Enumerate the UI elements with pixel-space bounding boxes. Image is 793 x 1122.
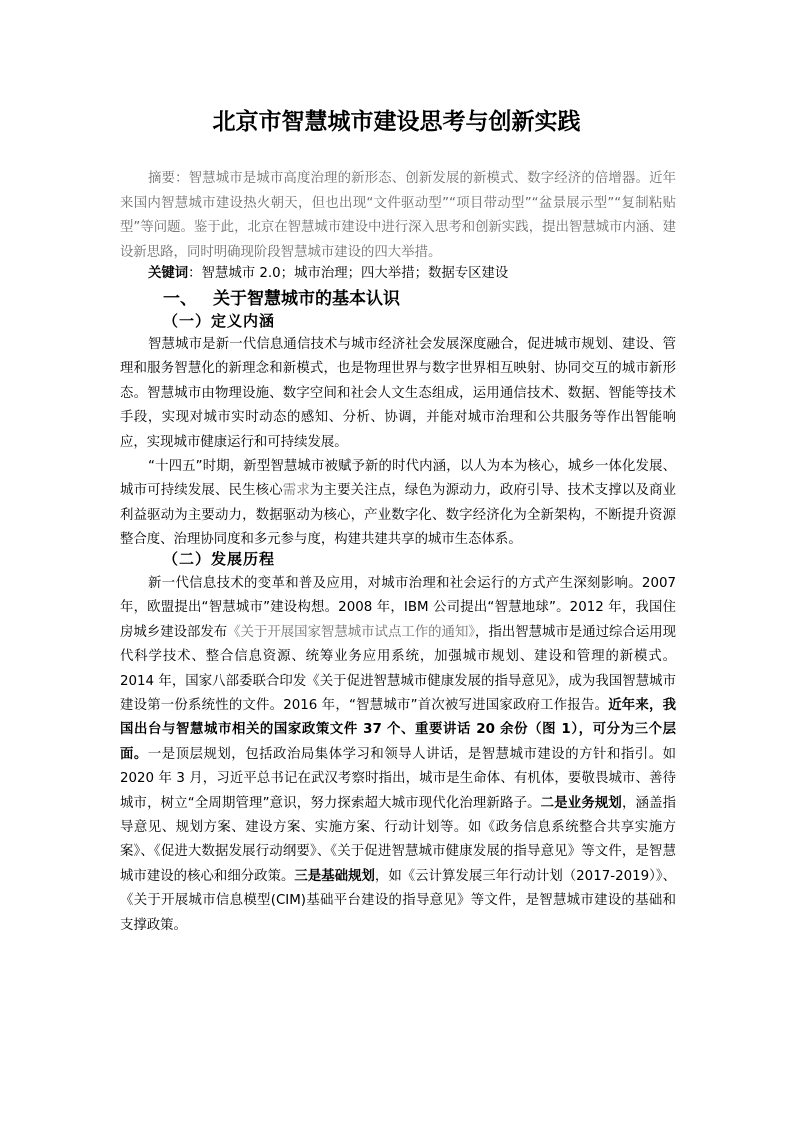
paragraph-history xyxy=(120,572,676,938)
para3-bold-summary: 近年来，我国出台与智慧城市相关的国家政策文件 37 个、重要讲话 20 余份（图 1），可分为三个层面。 xyxy=(120,698,676,762)
para3-text-d: ，涵盖指导意见、规划方案、建设方案、实施方案、行动计划等。如《政务信息系统整合共享实施方案》、《促进大数据发展行动纲要》、《关于促进智慧城市健康发展的指导意见》等文件，是智慧城市建设的核心和细分政策。 xyxy=(120,795,677,884)
document-title: 北京市智慧城市建设思考与创新实践 xyxy=(212,108,581,135)
abstract: 摘要：智慧城市是城市高度治理的新形态、创新发展的新模式、数字经济的倍增器。近年来国内智慧城市建设热火朝天，但也出现“文件驱动型”“项目带动型”“盆景展示型”“复制粘贴型”等问题。鉴于此，北京在智慧城市建设中进行深入思考和创新实践，提出智慧城市内涵、建设新思路，同时明确现阶段智慧城市建设的四大举措。 xyxy=(120,171,676,260)
subsection-heading-history: （二）发展历程 xyxy=(163,550,276,568)
subsection-heading-definition: （一）定义内涵 xyxy=(163,312,276,330)
section-heading-1 xyxy=(163,287,400,311)
para2-gray-text: 需求 xyxy=(282,483,310,499)
para2-text-a: “十四五”时期，新型智慧城市被赋予新的时代内涵，以人为本为核心，城乡一体化发展、城市可持续发展、民生核心 xyxy=(120,459,676,499)
section-number: 一、 xyxy=(163,289,197,309)
para3-text-e: ，如《云计算发展三年行动计划（2017-2019）》、《关于开展城市信息模型(CIM)基础平台建设的指导意见》等文件，是智慧城市建设的基础和支撑政策。 xyxy=(120,868,677,933)
para2-text-b: 为主要关注点，绿色为源动力，政府引导、技术支撑以及商业利益驱动为主要动力，数据驱动为核心，产业数字化、数字经济化为全新架构，不断提升资源整合度、治理协同度和多元参与度，构建共建共享的城市生态体系。 xyxy=(120,483,677,548)
keywords-line xyxy=(148,263,508,285)
paragraph-14th-five-year xyxy=(120,455,676,553)
para3-bold-business: 二是业务规划 xyxy=(540,795,622,811)
paragraph-definition: 智慧城市是新一代信息通信技术与城市经济社会发展深度融合，促进城市规划、建设、管理和服务智慧化的新理念和新模式，也是物理世界与数字世界相互映射、协同交互的城市新形态。智慧城市由物理设施、数字空间和社会人文生态组成，运用通信技术、数据、智能等技术手段，实现对城市实时动态的感知、分析、协调，并能对城市治理和公共服务等作出智能响应，实现城市健康运行和可持续发展。 xyxy=(120,337,676,450)
para3-text-c: 一是顶层规划，包括政治局集体学习和领导人讲话，是智慧城市建设的方针和指引。如 2020 年 3 月，习近平总书记在武汉考察时指出，城市是生命体、有机体，要敬畏城市、善待城市，树立“全周期管理”意识，努力探索超大城市现代化治理新路子。 xyxy=(120,746,676,811)
section-title: 关于智慧城市的基本认识 xyxy=(213,289,400,309)
para3-text-a: 新一代信息技术的变革和普及应用，对城市治理和社会运行的方式产生深刻影响。2007年，欧盟提出“智慧城市”建设构想。2008 年，IBM 公司提出“智慧地球”。2012 年，我国住房城乡建设部发布 xyxy=(120,576,676,640)
keywords-text: ：智慧城市 2.0；城市治理；四大举措；数据专区建设 xyxy=(188,266,509,281)
para3-bold-foundation: 三是基础规划 xyxy=(294,868,375,884)
para3-gray-text: 《关于开展国家智慧城市试点工作的通知》 xyxy=(227,624,476,640)
keywords-label: 关键词 xyxy=(148,266,189,281)
para3-text-b: ，指出智慧城市是通过综合运用现代科学技术、整合信息资源、统筹业务应用系统，加强城市规划、建设和管理的新模式。2014 年，国家八部委联合印发《关于促进智慧城市健康发展的指导意见》，成为我国智慧城市建设第一份系统性的文件。2016 年，“智慧城市”首次被写进国家政府工作报告。 xyxy=(120,624,677,714)
